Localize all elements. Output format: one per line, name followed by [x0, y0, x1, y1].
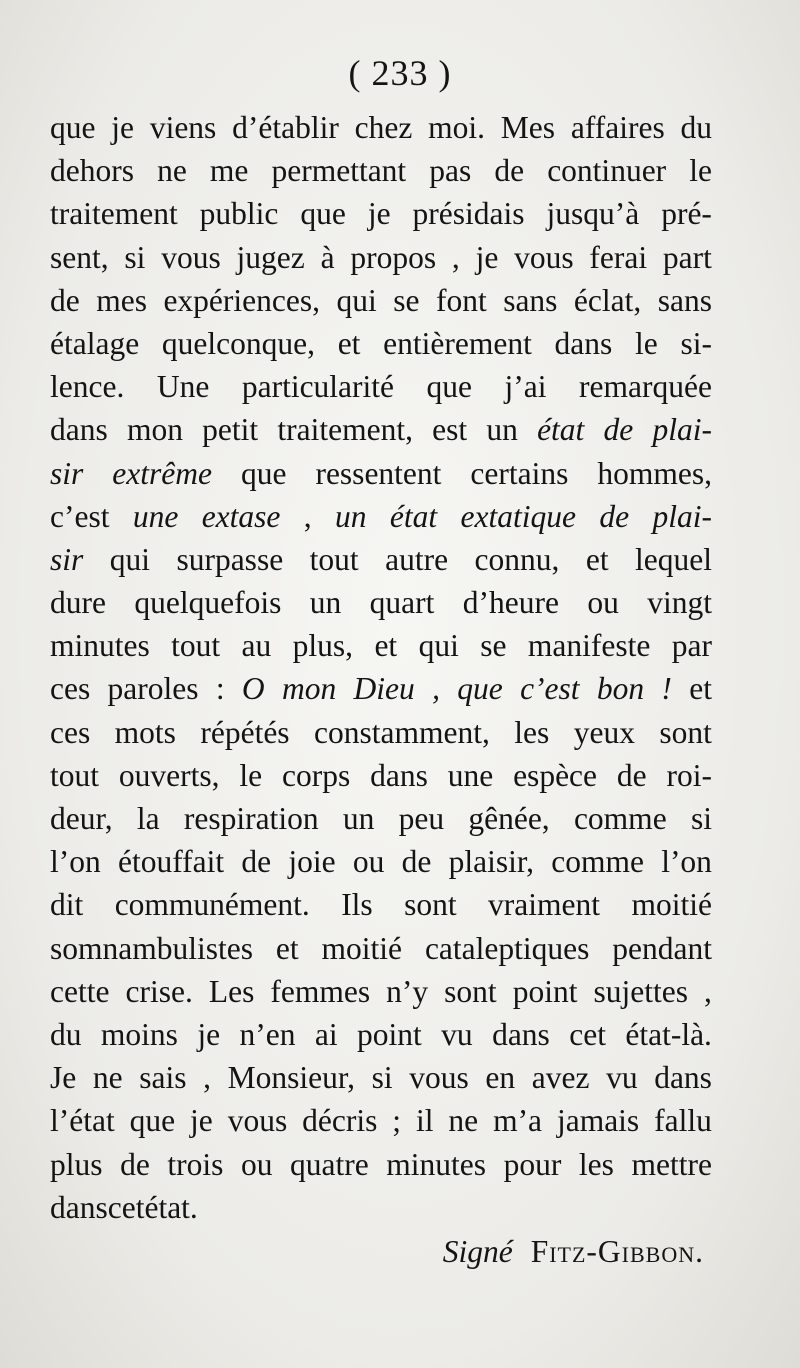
word: le: [689, 153, 712, 189]
word: traitement: [50, 196, 178, 232]
word: ,: [203, 1060, 211, 1096]
word: de: [599, 498, 630, 534]
word: vous: [227, 1103, 288, 1139]
word: lequel: [635, 541, 712, 577]
word: par: [671, 628, 712, 664]
word: état.: [144, 1189, 198, 1225]
word: sont: [659, 714, 712, 750]
text-line: [50, 624, 712, 667]
word: il: [415, 1103, 434, 1139]
word: mon: [126, 412, 183, 448]
word: me: [209, 153, 249, 189]
word: ne: [448, 1103, 479, 1139]
word: du: [680, 110, 712, 145]
word: minutes: [386, 1146, 487, 1182]
word: pré-: [661, 196, 712, 232]
word: ,: [303, 498, 312, 534]
text-line: [50, 1099, 712, 1142]
word: moitié: [321, 930, 403, 966]
word: au: [241, 628, 272, 664]
word: manifeste: [527, 628, 651, 664]
text-line: [50, 927, 712, 970]
word: de: [241, 844, 272, 880]
word: et: [374, 628, 398, 664]
word: n’en: [239, 1016, 296, 1052]
word: mes: [96, 282, 147, 318]
body-text: [50, 106, 712, 1229]
word: dans: [492, 1016, 550, 1052]
word: dans: [50, 412, 108, 448]
word: tout: [50, 757, 100, 793]
word: et: [337, 325, 361, 361]
text-line: [50, 883, 712, 926]
word: si-: [680, 325, 712, 361]
word: état-là.: [625, 1016, 712, 1052]
word: de: [616, 757, 647, 793]
word: public: [199, 196, 279, 232]
word: traitement,: [277, 412, 413, 448]
word: le: [635, 325, 658, 361]
word: petit: [202, 412, 259, 448]
word: ou: [587, 585, 619, 621]
word: moi.: [428, 110, 485, 145]
word: que: [240, 455, 287, 491]
word: vu: [441, 1016, 473, 1052]
text-line: [50, 149, 712, 192]
word: je: [197, 1016, 221, 1052]
word: femmes: [270, 973, 371, 1009]
word: cet: [107, 1189, 145, 1225]
word: ces: [50, 671, 91, 707]
word: dans: [370, 757, 428, 793]
page-number: ( 233 ): [348, 53, 452, 93]
word: d’heure: [462, 585, 559, 621]
word: tout: [309, 541, 359, 577]
word: entièrement: [383, 325, 532, 361]
word: ou: [352, 844, 385, 880]
word: et: [689, 671, 712, 707]
word: particularité: [241, 369, 395, 405]
word: Je: [50, 1060, 77, 1096]
word: pendant: [612, 930, 712, 966]
text-line: [50, 192, 712, 235]
text-line: [50, 1013, 712, 1056]
text-line: [50, 970, 712, 1013]
word: O: [241, 671, 265, 707]
text-line: [50, 365, 712, 408]
word: vu: [606, 1060, 638, 1096]
word: autre: [385, 541, 449, 577]
word: c’est: [50, 498, 110, 534]
word: point: [357, 1016, 422, 1052]
word: dans: [654, 1060, 712, 1096]
word: du: [50, 1016, 82, 1052]
word: vraiment: [488, 887, 601, 923]
signature-line: [50, 1230, 712, 1273]
word: un: [309, 585, 342, 621]
text-line: [50, 322, 712, 365]
word: expériences,: [163, 282, 320, 318]
word: l’on: [661, 844, 712, 880]
word: permettant: [271, 153, 407, 189]
word: que: [129, 1103, 176, 1139]
signatory-name: Fitz-Gibbon.: [530, 1234, 704, 1269]
text-line: [50, 495, 712, 538]
word: si: [690, 801, 712, 836]
word: que: [300, 196, 346, 232]
word: Monsieur,: [227, 1060, 355, 1096]
word: mots: [114, 714, 176, 750]
word: vous: [161, 239, 221, 275]
word: mettre: [631, 1146, 712, 1182]
word: de: [494, 153, 525, 189]
word: joie: [288, 844, 336, 880]
word: Dieu: [353, 671, 415, 707]
word: remarquée: [579, 369, 712, 405]
word: je: [367, 196, 391, 232]
word: plus: [50, 1146, 103, 1182]
word: font: [435, 282, 487, 318]
word: qui: [336, 282, 377, 318]
word: qui: [109, 541, 150, 577]
word: Ils: [341, 887, 373, 923]
word: cet: [569, 1016, 606, 1052]
word: ,: [432, 671, 440, 707]
word: se: [480, 628, 507, 664]
word: sir: [50, 541, 84, 577]
word: dure: [50, 585, 106, 621]
word: pas: [429, 153, 472, 189]
word: je: [475, 239, 499, 275]
word: viens: [149, 110, 217, 145]
word: de: [120, 1146, 150, 1182]
word: point: [512, 973, 578, 1009]
word: une: [132, 498, 179, 534]
word: ferai: [589, 239, 648, 275]
signature-block: [50, 1230, 712, 1273]
word: !: [661, 671, 672, 707]
word: peu: [398, 801, 445, 836]
word: un: [342, 801, 375, 836]
word: vous: [514, 239, 574, 275]
word: moitié: [631, 887, 712, 923]
word: gênée,: [468, 801, 550, 836]
text-line: [50, 1056, 712, 1099]
word: paroles: [107, 671, 199, 707]
word: plai-: [652, 412, 712, 448]
word: espèce: [513, 757, 598, 793]
word: moins: [100, 1016, 178, 1052]
word: trois: [167, 1146, 224, 1182]
word: à: [320, 239, 335, 275]
word: sont: [404, 887, 457, 923]
word: étouffait: [118, 844, 225, 880]
word: comme: [573, 801, 667, 836]
word: sent,: [50, 239, 109, 275]
word: Mes: [500, 110, 556, 145]
word: ces: [50, 714, 91, 750]
word: de: [603, 412, 634, 448]
word: se: [393, 282, 420, 318]
word: l’état: [50, 1103, 115, 1139]
word: surpasse: [176, 541, 284, 577]
word: un: [486, 412, 518, 448]
word: hommes,: [597, 455, 712, 491]
word: ou: [240, 1146, 273, 1182]
text-line: [50, 1143, 712, 1186]
word: avez: [531, 1060, 590, 1096]
word: état: [389, 498, 438, 534]
word: ,: [451, 239, 460, 275]
word: en: [485, 1060, 516, 1096]
word: décris: [302, 1103, 378, 1139]
word: qui: [418, 628, 459, 664]
word: présidais: [412, 196, 525, 232]
word: vous: [409, 1060, 469, 1096]
word: roi-: [666, 757, 712, 793]
word: fallu: [654, 1103, 712, 1139]
word: les: [514, 714, 550, 750]
word: certains: [470, 455, 569, 491]
text-line: [50, 236, 712, 279]
word: minutes: [50, 628, 150, 664]
word: m’a: [493, 1103, 543, 1139]
word: dans: [50, 1189, 108, 1225]
word: ,: [704, 973, 712, 1009]
word: communément.: [114, 887, 310, 923]
word: corps: [281, 757, 351, 793]
word: c’est: [520, 671, 580, 707]
word: un: [335, 498, 367, 534]
word: que: [50, 110, 96, 145]
word: étalage: [50, 325, 140, 361]
word: jamais: [556, 1103, 640, 1139]
signed-label: Signé: [442, 1234, 513, 1269]
word: et: [585, 541, 609, 577]
word: bon: [596, 671, 645, 707]
text-line: [50, 840, 712, 883]
text-line: [50, 1186, 712, 1229]
word: et: [275, 930, 299, 966]
word: propos: [350, 239, 437, 275]
word: éclat,: [573, 282, 642, 318]
word: jusqu’à: [546, 196, 640, 232]
word: ouverts,: [118, 757, 220, 793]
word: cette: [50, 973, 110, 1009]
word: d’établir: [232, 110, 339, 145]
word: Les: [208, 973, 255, 1009]
word: n’y: [386, 973, 429, 1009]
word: ;: [392, 1103, 402, 1139]
word: cataleptiques: [424, 930, 590, 966]
word: de: [50, 282, 80, 318]
word: dans: [554, 325, 613, 361]
text-line: [50, 754, 712, 797]
word: mon: [281, 671, 337, 707]
word: l’on: [50, 844, 101, 880]
word: est: [432, 412, 468, 448]
word: dehors: [50, 153, 134, 189]
word: crise.: [125, 973, 193, 1009]
word: je: [190, 1103, 213, 1139]
word: extase: [201, 498, 281, 534]
word: sujettes: [593, 973, 688, 1009]
word: j’ai: [504, 369, 547, 405]
word: sont: [444, 973, 497, 1009]
word: constamment,: [314, 714, 490, 750]
word: quelquefois: [134, 585, 282, 621]
word: que: [457, 671, 503, 707]
word: vingt: [647, 585, 712, 621]
word: tout: [171, 628, 221, 664]
text-line: [50, 797, 712, 840]
word: plai-: [652, 498, 712, 534]
text-line: [50, 452, 712, 495]
text-line: [50, 106, 712, 149]
word: ne: [92, 1060, 123, 1096]
word: comme: [551, 844, 644, 880]
word: :: [215, 671, 225, 707]
word: le: [239, 757, 263, 793]
word: sir: [50, 455, 84, 491]
word: sans: [503, 282, 558, 318]
text-line: [50, 711, 712, 754]
word: plus,: [292, 628, 354, 664]
word: si: [371, 1060, 393, 1096]
word: sais: [139, 1060, 187, 1096]
word: de: [401, 844, 432, 880]
word: plaisir,: [448, 844, 534, 880]
text-line: [50, 279, 712, 322]
word: extrême: [112, 455, 212, 491]
word: yeux: [573, 714, 635, 750]
word: affaires: [570, 110, 665, 145]
word: part: [662, 239, 712, 275]
word: quatre: [290, 1146, 369, 1182]
word: dit: [50, 887, 84, 923]
text-line: [50, 408, 712, 451]
word: jugez: [236, 239, 305, 275]
word: la: [136, 801, 160, 836]
word: Une: [156, 369, 210, 405]
word: ne: [157, 153, 187, 189]
word: respiration: [183, 801, 319, 836]
word: pour: [503, 1146, 562, 1182]
word: somnambulistes: [50, 930, 253, 966]
word: chez: [354, 110, 413, 145]
word: répétés: [200, 714, 290, 750]
text-line: [50, 581, 712, 624]
word: une: [447, 757, 494, 793]
word: les: [578, 1146, 614, 1182]
word: état: [537, 412, 585, 448]
word: extatique: [460, 498, 576, 534]
word: lence.: [50, 369, 125, 405]
word: je: [111, 110, 135, 145]
word: ai: [314, 1016, 338, 1052]
word: deur,: [50, 801, 113, 836]
word: sans: [657, 282, 712, 318]
word: continuer: [547, 153, 667, 189]
word: si: [124, 239, 146, 275]
word: quart: [369, 585, 435, 621]
word: ressentent: [315, 455, 442, 491]
word: quelconque,: [161, 325, 315, 361]
text-line: [50, 538, 712, 581]
word: que: [426, 369, 473, 405]
word: connu,: [474, 541, 560, 577]
text-line: [50, 667, 712, 710]
